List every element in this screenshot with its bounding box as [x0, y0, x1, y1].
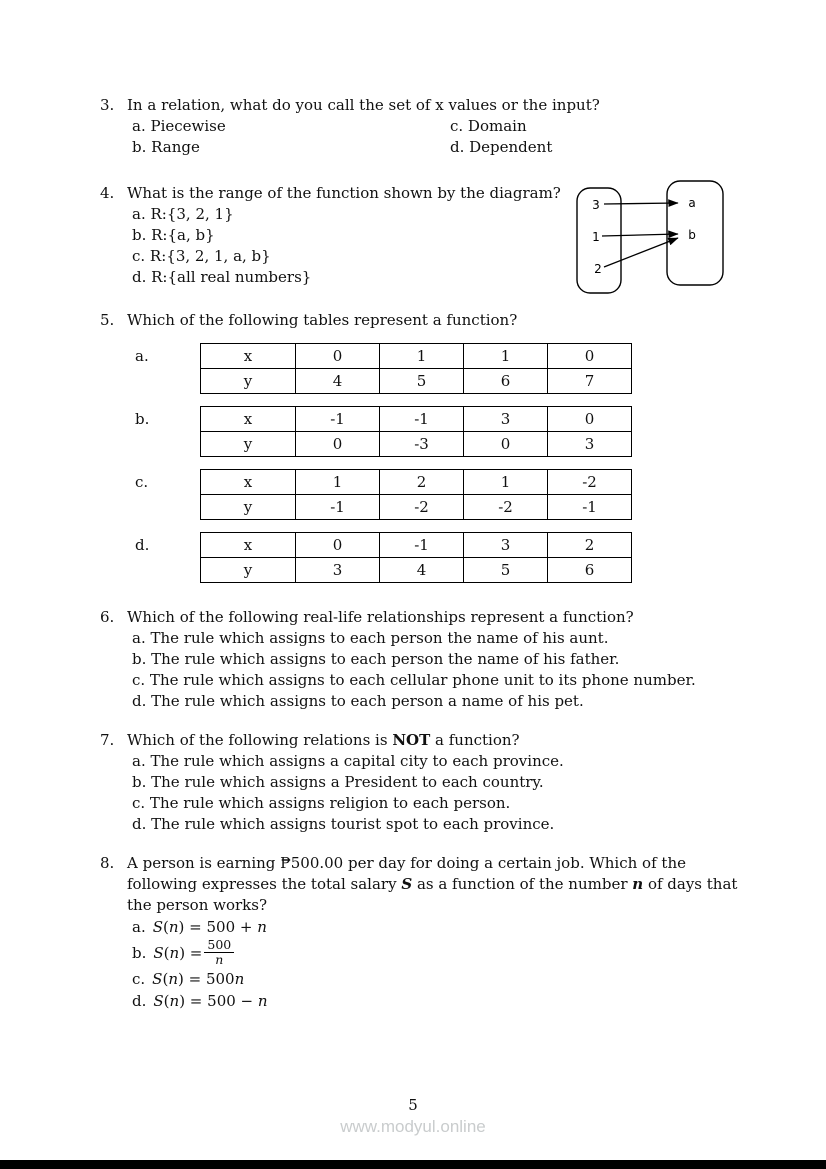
domain-value: 1: [592, 230, 600, 244]
table-row: [201, 533, 632, 558]
table-cell: 0: [548, 407, 632, 432]
table-label: a.: [135, 347, 149, 365]
table-label: c.: [135, 473, 149, 491]
question-5: [100, 310, 750, 583]
question-text: A person is earning ₱500.00 per day for doing a certain job. Which of the following expresses the total salary S as a function of the number n of days that the person works?: [127, 854, 738, 914]
question-7-title: [100, 730, 750, 751]
question-text: Which of the following real-life relationships represent a function?: [127, 608, 634, 626]
table-label: b.: [135, 410, 150, 428]
table-cell: y: [201, 558, 296, 583]
question-7-options: [132, 751, 750, 835]
table-cell: -1: [296, 495, 380, 520]
table-row: [201, 495, 632, 520]
option-b: b. R:{a, b}: [132, 226, 215, 244]
table-cell: 7: [548, 369, 632, 394]
table-cell: 1: [464, 470, 548, 495]
function-table-c: [200, 469, 632, 520]
table-cell: 5: [464, 558, 548, 583]
fraction-denominator: n: [215, 952, 224, 968]
table-row: [201, 407, 632, 432]
table-cell: x: [201, 470, 296, 495]
table-cell: y: [201, 432, 296, 457]
fraction: [204, 938, 234, 968]
question-7: [100, 730, 750, 835]
table-cell: -1: [380, 407, 464, 432]
table-cell: 0: [296, 533, 380, 558]
domain-value: 3: [592, 198, 600, 212]
table-cell: 5: [380, 369, 464, 394]
option-c: c. The rule which assigns to each cellular phone unit to its phone number.: [132, 671, 696, 689]
option-a: a. The rule which assigns to each person the name of his aunt.: [132, 629, 609, 647]
mapping-diagram: [572, 178, 730, 298]
option-label: a.: [132, 918, 146, 936]
footer-url: www.modyul.online: [340, 1117, 486, 1136]
option-b: b. The rule which assigns a President to each country.: [132, 773, 544, 791]
option-a: a. R:{3, 2, 1}: [132, 205, 234, 223]
table-cell: 2: [548, 533, 632, 558]
option-a: [132, 916, 750, 938]
option-d: d. The rule which assigns to each person a name of his pet.: [132, 692, 584, 710]
table-row: [201, 344, 632, 369]
page-number: 5: [408, 1096, 418, 1114]
option-expression: S(n) = 500 + n: [152, 918, 267, 936]
table-option-a: [135, 343, 750, 394]
option-a: a. The rule which assigns a capital city to each province.: [132, 752, 564, 770]
table-cell: 0: [464, 432, 548, 457]
question-number: 4.: [100, 184, 115, 202]
table-cell: 3: [296, 558, 380, 583]
option-d: d. R:{all real numbers}: [132, 268, 312, 286]
table-label: d.: [135, 536, 150, 554]
table-cell: -1: [296, 407, 380, 432]
table-cell: x: [201, 407, 296, 432]
question-number: 3.: [100, 96, 115, 114]
option-c: c. The rule which assigns religion to each person.: [132, 794, 511, 812]
range-value: b: [688, 228, 696, 242]
option-expression: S(n) = 500n: [152, 969, 245, 988]
option-label: c.: [132, 969, 146, 988]
table-row: [201, 432, 632, 457]
option-label: b.: [132, 943, 147, 962]
table-option-c: [135, 469, 750, 520]
page-bottom-bar: [0, 1160, 826, 1169]
table-cell: 0: [296, 432, 380, 457]
fraction-numerator: 500: [204, 938, 234, 953]
function-table-b: [200, 406, 632, 457]
table-option-b: [135, 406, 750, 457]
table-row: [201, 369, 632, 394]
table-cell: 2: [380, 470, 464, 495]
table-cell: 4: [296, 369, 380, 394]
table-cell: x: [201, 344, 296, 369]
option-c: c. Domain: [450, 117, 527, 135]
question-8: [100, 853, 750, 1012]
table-cell: 3: [464, 533, 548, 558]
option-expression: S(n) =: [153, 943, 203, 962]
option-d: d. The rule which assigns tourist spot to each province.: [132, 815, 555, 833]
table-cell: 1: [464, 344, 548, 369]
table-cell: 0: [548, 344, 632, 369]
table-cell: y: [201, 369, 296, 394]
function-table-a: [200, 343, 632, 394]
question-number: 5.: [100, 311, 115, 329]
question-text: Which of the following relations is NOT a function?: [127, 731, 520, 749]
option-c: c. R:{3, 2, 1, a, b}: [132, 247, 271, 265]
option-d: [132, 990, 750, 1012]
question-text: In a relation, what do you call the set of x values or the input?: [127, 96, 600, 114]
table-cell: 1: [296, 470, 380, 495]
question-text: What is the range of the function shown by the diagram?: [127, 184, 561, 202]
question-5-title: [100, 310, 750, 331]
option-b: b. The rule which assigns to each person the name of his father.: [132, 650, 620, 668]
table-cell: -1: [380, 533, 464, 558]
table-cell: 1: [380, 344, 464, 369]
domain-value: 2: [594, 262, 602, 276]
table-cell: -3: [380, 432, 464, 457]
option-a: a. Piecewise: [132, 117, 226, 135]
option-expression: S(n) = 500 − n: [153, 991, 268, 1010]
range-value: a: [688, 196, 696, 210]
question-3: [100, 95, 750, 158]
table-cell: 6: [464, 369, 548, 394]
table-cell: -2: [464, 495, 548, 520]
option-c: [132, 968, 750, 990]
table-cell: x: [201, 533, 296, 558]
table-cell: -2: [380, 495, 464, 520]
question-8-title: [100, 853, 750, 916]
table-cell: 3: [548, 432, 632, 457]
function-table-d: [200, 532, 632, 583]
table-cell: 4: [380, 558, 464, 583]
table-cell: -2: [548, 470, 632, 495]
table-cell: 6: [548, 558, 632, 583]
table-cell: y: [201, 495, 296, 520]
question-3-title: [100, 95, 750, 116]
question-6: [100, 607, 750, 712]
table-option-d: [135, 532, 750, 583]
question-text: Which of the following tables represent a function?: [127, 311, 518, 329]
table-cell: 0: [296, 344, 380, 369]
question-3-options: [132, 116, 750, 158]
question-6-options: [132, 628, 750, 712]
option-d: d. Dependent: [450, 138, 553, 156]
question-6-title: [100, 607, 750, 628]
table-cell: -1: [548, 495, 632, 520]
option-label: d.: [132, 991, 147, 1010]
question-number: 8.: [100, 854, 115, 872]
option-b: b. Range: [132, 138, 200, 156]
table-cell: 3: [464, 407, 548, 432]
table-row: [201, 558, 632, 583]
question-number: 6.: [100, 608, 115, 626]
option-b: [132, 938, 750, 968]
question-number: 7.: [100, 731, 115, 749]
table-row: [201, 470, 632, 495]
